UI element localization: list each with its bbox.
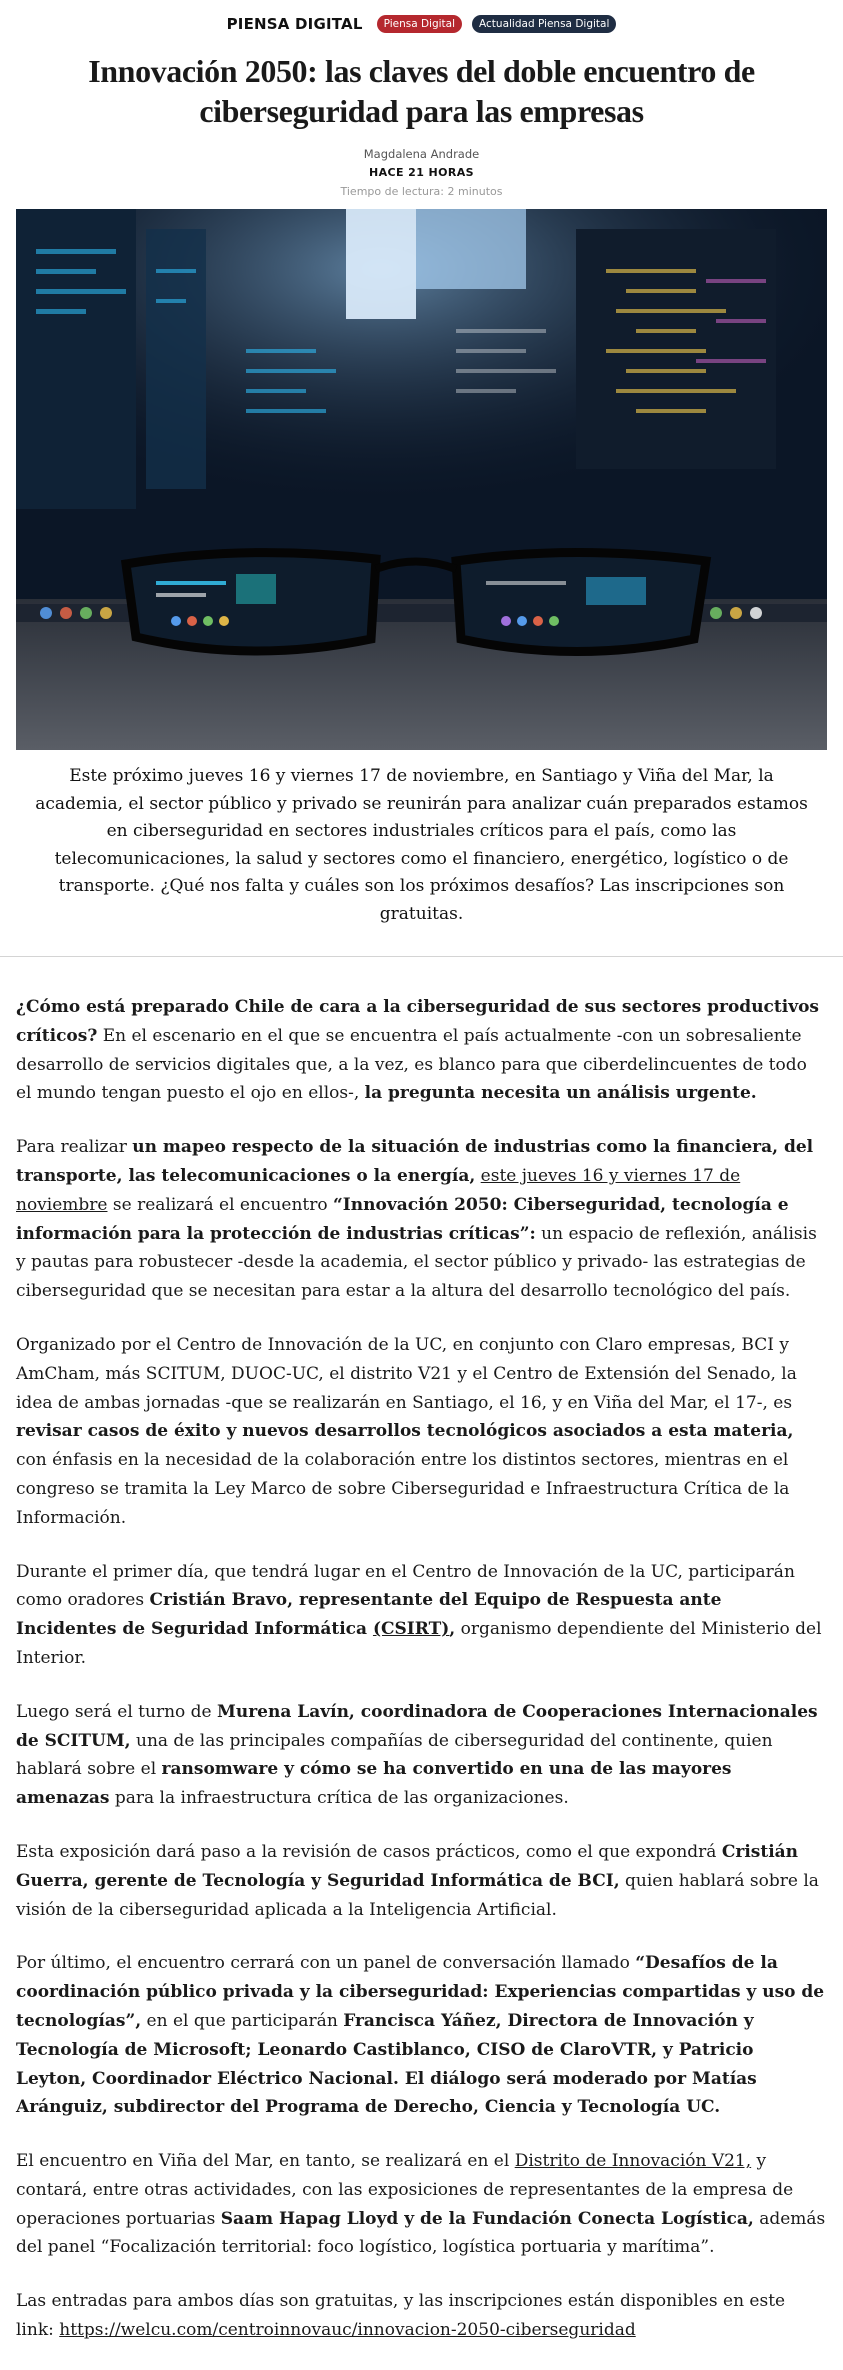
bold-text: Murena Lavín, coordinadora de Cooperaciones Internacionales de SCITUM, [16, 1701, 818, 1751]
text: Organizado por el Centro de Innovación de la UC, en conjunto con Claro empresas, BCI y AmCham, más SCITUM, DUOC-UC, el distrito V21 y el Centro de Extensión del Senado, la idea de ambas jornadas -que se realizarán en Santiago, el 16, y en Viña del Mar, el 17-, es [16, 1334, 797, 1413]
bold-text: un mapeo respecto de la situación de industrias como la financiera, del transporte, las telecomunicaciones o la energía, [16, 1137, 814, 1186]
bold-text: la pregunta necesita un análisis urgente. [364, 1083, 757, 1104]
bold-text: Cristián Guerra, gerente de Tecnología y Seguridad Informática de BCI, [16, 1841, 799, 1891]
paragraph-6 [16, 1838, 827, 1924]
top-bar [0, 0, 843, 35]
tag-actualidad[interactable]: Actualidad Piensa Digital [472, 15, 616, 33]
text: El encuentro en Viña del Mar, en tanto, se realizará en el [16, 2151, 515, 2172]
hero-image [16, 209, 827, 750]
paragraph-3 [16, 1331, 827, 1533]
text: un espacio de reflexión, análisis y pautas para robustecer -desde la academia, el sector público y privado- las estrategias de ciberseguridad que se necesitan para estar a la altura del desarrollo tecnológico del país. [16, 1223, 817, 1302]
bold-text: Francisca Yáñez, Directora de Innovación y Tecnología de Microsoft; Leonardo Castiblanco, CISO de ClaroVTR, y Patricio Leyton, Coordinador Eléctrico Nacional. El diálogo será moderado por Matías Aránguiz, subdirector del Programa de Derecho, Ciencia y Tecnología UC. [16, 2010, 757, 2118]
text: en el que participarán [141, 2010, 344, 2031]
paragraph-5 [16, 1698, 827, 1813]
bold-text: revisar casos de éxito y nuevos desarrollos tecnológicos asociados a esta materia, [16, 1421, 794, 1442]
v21-link[interactable]: Distrito de Innovación V21, [514, 2151, 752, 2172]
article-body [16, 993, 827, 2345]
text: con énfasis en la necesidad de la colaboración entre los distintos sectores, mientras en el congreso se tramita la Ley Marco de sobre Ciberseguridad e Infraestructura Crítica de la Información. [16, 1450, 790, 1528]
article-title: Innovación 2050: las claves del doble encuentro de ciberseguridad para las empresas [88, 53, 755, 129]
bold-text: “Innovación 2050: Ciberseguridad, tecnología e información para la protección de industrias críticas”: [16, 1194, 789, 1244]
text: además del panel “Focalización territorial: foco logístico, logística portuaria y marítima”. [16, 2208, 826, 2258]
text: Luego será el turno de [16, 1701, 218, 1722]
paragraph-7 [16, 1949, 827, 2122]
publish-time: HACE 21 HORAS [369, 166, 474, 179]
text: Por último, el encuentro cerrará con un panel de conversación llamado [16, 1953, 636, 1974]
text: Durante el primer día, que tendrá lugar en el Centro de Innovación de la UC, participarán como oradores [16, 1561, 795, 1611]
article-lead: Este próximo jueves 16 y viernes 17 de noviembre, en Santiago y Viña del Mar, la academia, el sector público y privado se reunirán para analizar cuán preparados estamos en ciberseguridad en sectores industriales críticos para el país, como las telecomunicaciones, la salud y sectores como el financiero, energético, logístico o de transporte. ¿Qué nos falta y cuáles son los próximos desafíos? Las inscripciones son gratuitas. [35, 766, 808, 924]
text: Para realizar [16, 1137, 133, 1158]
bold-text: ¿Cómo está preparado Chile de cara a la ciberseguridad de sus sectores productivos críticos? [16, 997, 820, 1046]
dates-link[interactable]: este jueves 16 y viernes 17 de noviembre [16, 1165, 741, 1215]
bold-text: , [449, 1619, 456, 1640]
paragraph-1 [16, 993, 827, 1108]
bold-text: ransomware y cómo se ha convertido en una de las mayores amenazas [16, 1759, 732, 1809]
tag-piensa-digital[interactable]: Piensa Digital [377, 15, 462, 33]
divider [0, 956, 843, 957]
text: organismo dependiente del Ministerio del Interior. [16, 1619, 822, 1668]
author-name: Magdalena Andrade [363, 147, 480, 161]
brand-link[interactable]: PIENSA DIGITAL [226, 15, 363, 33]
bold-text: Saam Hapag Lloyd y de la Fundación Conecta Logística, [220, 2208, 754, 2229]
bold-text: “Desafíos de la coordinación público privada y la ciberseguridad: Experiencias compartidas y uso de tecnologías”, [16, 1953, 825, 2031]
text: se realizará el encuentro [107, 1194, 334, 1215]
paragraph-8 [16, 2147, 827, 2262]
paragraph-9 [16, 2287, 827, 2345]
reading-time: Tiempo de lectura: 2 minutos [340, 185, 503, 198]
text: y contará, entre otras actividades, con las exposiciones de representantes de la empresa de operaciones portuarias [16, 2151, 794, 2229]
bold-text: Cristián Bravo, representante del Equipo de Respuesta ante Incidentes de Seguridad Informática [16, 1590, 722, 1640]
text: para la infraestructura crítica de las organizaciones. [109, 1788, 569, 1809]
text: Esta exposición dará paso a la revisión de casos prácticos, como el que expondrá [16, 1841, 722, 1862]
article-meta [0, 145, 843, 201]
text: En el escenario en el que se encuentra el país actualmente -con un sobresaliente desarrollo de servicios digitales que, a la vez, es blanco para que ciberdelincuentes de todo el mundo tengan puesto el ojo en ellos-, [16, 1025, 807, 1104]
paragraph-4 [16, 1558, 827, 1673]
text: Las entradas para ambos días son gratuitas, y las inscripciones están disponibles en este link: [16, 2291, 786, 2341]
registration-link[interactable]: https://welcu.com/centroinnovauc/innovacion-2050-ciberseguridad [59, 2320, 636, 2341]
text: una de las principales compañías de ciberseguridad del continente, quien hablará sobre el [16, 1730, 773, 1780]
csirt-link[interactable]: (CSIRT) [372, 1619, 450, 1640]
paragraph-2 [16, 1133, 827, 1306]
text: quien hablará sobre la visión de la ciberseguridad aplicada a la Inteligencia Artificial. [16, 1870, 819, 1920]
